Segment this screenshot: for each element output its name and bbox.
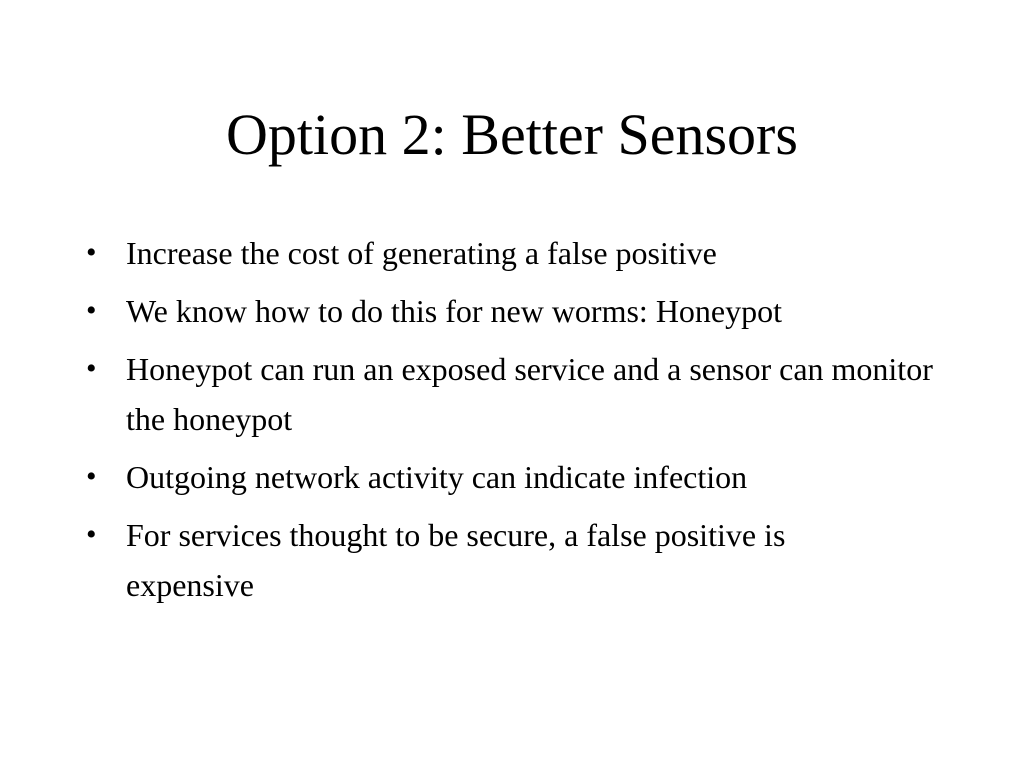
bullet-text: Increase the cost of generating a false positive — [126, 235, 717, 271]
bullet-text: For services thought to be secure, a false positive is expensive — [126, 517, 786, 603]
bullet-text: Outgoing network activity can indicate infection — [126, 459, 748, 495]
bullet-list — [86, 228, 946, 618]
bullet-item — [86, 452, 946, 502]
bullet-icon: • — [86, 352, 97, 385]
bullet-text: Honeypot can run an exposed service and a sensor can monitor the honeypot — [126, 351, 933, 437]
bullet-item — [86, 286, 946, 336]
bullet-item — [86, 510, 946, 610]
bullet-icon: • — [86, 518, 97, 551]
bullet-icon: • — [86, 460, 97, 493]
slide-title: Option 2: Better Sensors — [226, 102, 798, 167]
bullet-item — [86, 228, 946, 278]
bullet-item — [86, 344, 946, 444]
bullet-icon: • — [86, 236, 97, 269]
bullet-text: We know how to do this for new worms: Honeypot — [126, 293, 783, 329]
bullet-icon: • — [86, 294, 97, 327]
